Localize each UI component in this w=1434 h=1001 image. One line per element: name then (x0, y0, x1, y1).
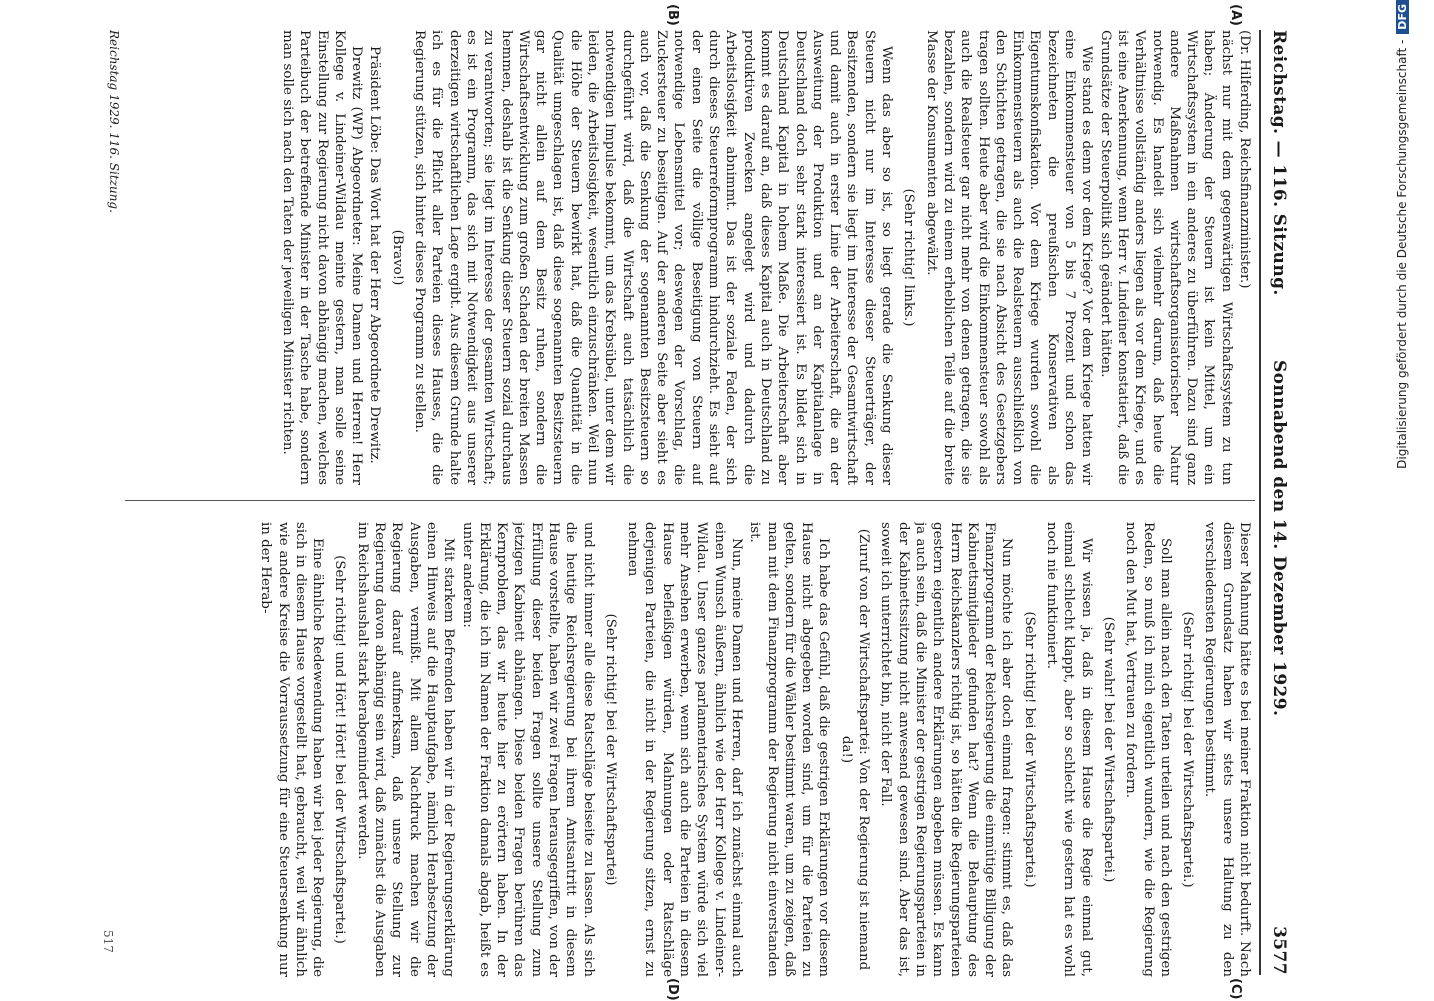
margin-marker-a: (A) (1228, 4, 1243, 26)
interjection: (Sehr wahr! bei der Wirtschaftspartei.) (1100, 616, 1116, 883)
dfg-logo: DFG (1396, 0, 1409, 34)
margin-marker-d: (D) (665, 978, 680, 1001)
page-number: 3577 (1269, 926, 1289, 975)
president-remark: Präsident Löbe: Das Wort hat der Herr Abgeordnete Drewitz. (367, 46, 383, 464)
interjection: (Sehr richtig! bei der Wirtschaftspartei.) (1021, 611, 1037, 888)
paragraph: Nun, meine Damen und Herren, darf ich zunächst einmal auch einen Wunsch äußern, ähnlich wie der Herr Kollege v. Lindeiner-Wildau. Unser ganzes parlamentarisches System würde sich viel mehr Ansehen erwerben, wenn sich auch die Parteien in diesem Hause befleißigen würden, Mahnungen oder Ratschläge derjenigen Parteien, die nicht in der Regierung sitzen, ernst zu nehmen (625, 522, 744, 977)
rotated-page (85, 0, 1375, 1000)
header-rule (1259, 30, 1261, 975)
header-date: Sonnabend den 14. Dezember 1929. (1269, 360, 1289, 717)
paragraph: und nicht immer alle diese Ratschläge beiseite zu lassen. Als sich die heutige Reichsregierung bei ihrem Amtsantritt in diesem Hause vorstellte, haben wir zwei Fragen herausgegriffen, von der Erfüllung dieser beiden Fragen sollte unsere Stellung zum jetzigen Kabinett abhängen. Diese beiden Fragen berühren das Kernproblem, das wir heute hier zu erörtern haben. In der Erklärung, die ich im Namen der Fraktion damals abgab, heißt es unter anderem: (459, 522, 596, 977)
right-column (123, 522, 1253, 977)
page-header (1263, 30, 1289, 975)
paragraph: Wir wissen ja, daß in diesem Hause die Regie einmal gut, einmal schlecht klappt, aber so schlecht wie gestern hat es wohl noch nie funktioniert. (1044, 522, 1094, 977)
credit-text: Digitalisierung gefördert durch die Deutsche Forschungsgemeinschaft - (1395, 39, 1409, 469)
paragraph: Nun möchte ich aber doch einmal fragen: stimmt es, daß das Finanzprogramm der Reichsregierung die einmütige Billigung der Kabinettsmitglieder gefunden hat? Wenn die Behauptung des Herrn Reichskanzlers richtig ist, so hätten die Regierungsparteien gestern eigentlich andere Erklärungen abgeben müssen. Es kann ja auch sein, daß die Minister der gestrigen Regierungsparteien in der Kabinettssitzung nicht anwesend gewesen sind. Aber das ist, soweit ich unterrichtet bin, nicht der Fall. (878, 522, 1015, 977)
speaker-tag: (Dr. Hilferding, Reichsfinanzminister.) (1237, 30, 1252, 289)
paragraph: Wie stand es denn vor dem Kriege? Vor dem Kriege hatten wir eine Einkommensteuer von 5 bis 7 Prozent und schon das bezeichneten die preußischen Konservativen als Eigentumskonfiskation. Vor dem Kriege wurden sowohl die Einkommensteuern als auch die Realsteuern ausschließlich von den Schichten getragen, die sie nach Absicht des Gesetzgebers tragen sollten. Heute aber wird die Einkommensteuer sowohl als auch die Realsteuer gar nicht mehr von denen getragen, die sie bezahlen, sondern wird zu einem erheblichen Teile auf die breite Masse der Konsumenten abgewälzt. (923, 30, 1095, 485)
digitization-credit (1395, 0, 1419, 990)
paragraph: Eine ähnliche Redewendung haben wir bei jeder Regierung, die sich in diesem Hause vorgestellt hat, gebraucht, weil wir ähnlich wie andere Kreise die Vorraussetzung für eine Steuersenkung nur in der Herab- (258, 522, 326, 977)
footnote-number: 517 (101, 930, 115, 953)
interjection: (Zuruf von der Wirtschaftspartei: Von der Regierung ist niemand da!) (838, 528, 872, 971)
left-column (123, 30, 1253, 485)
interjection: (Sehr richtig! bei der Wirtschaftspartei) (602, 613, 618, 886)
quote-paragraph: Mit starkem Befremden haben wir in der Regierungserklärung einen Hinweis auf die Hauptaufgabe, nämlich Herabsetzung der Ausgaben, vermißt. Mit allem Nachdruck machen wir die Regierung darauf aufmerksam, daß unsere Stellung zur Regierung davon abhängig sein wird, daß zunächst die Ausgaben im Reichshaushalt stark herabgemindert werden. (354, 522, 457, 977)
margin-marker-b: (B) (665, 4, 680, 26)
margin-marker-c: (C) (1228, 978, 1243, 1000)
paragraph: Soll man allein nach den Taten urteilen und nach den gestrigen Reden, so muß ich mich eigentlich wundern, wie die Regierung noch den Mut hat, Vertrauen zu fordern. (1123, 522, 1173, 977)
paragraph: nächst nur mit dem gegenwärtigen Wirtschaftssystem zu tun haben; Änderung der Steuern ist kein Mittel, um ein Wirtschaftssystem in ein anderes zu überführen. Dazu sind ganz andere Maßnahmen wirtschaftsorganisatorischer Natur notwendig. Es handelt sich vielmehr darum, daß heute die Verhältnisse vollständig anders liegen als vor dem Kriege, und es ist eine Anerkennung, wenn Herr v. Lindeiner konstatiert, daß die Grundsätze der Steuerpolitik sich geändert hätten. (1097, 30, 1234, 485)
paragraph: Dieser Mahnung hätte es bei meiner Fraktion nicht bedurft. Nach diesem Grundsatz haben wir stets unsere Haltung zu den verschiedensten Regierungen bestimmt. (1202, 522, 1252, 977)
page-footer: Reichstag 1929. 116. Sitzung. (107, 30, 121, 213)
interjection: (Sehr richtig! bei der Wirtschaftspartei.) (1180, 611, 1196, 888)
interjection: (Sehr richtig! links.) (901, 188, 917, 327)
header-session: Reichstag. — 116. Sitzung. (1269, 30, 1289, 296)
paragraph: Drewitz (WP) Abgeordneter: Meine Damen und Herren! Herr Kollege v. Lindeiner-Wildau meinte gestern, man solle seine Einstellung zur Regierung nicht davon abhängig machen, welches Parteibuch der betreffende Minister in der Tasche habe, sondern man solle sich nach den Taten der jeweiligen Minister richten. (279, 30, 365, 485)
column-divider (125, 500, 1255, 501)
interjection: (Sehr richtig! und Hört! Hört! bei der Wirtschaftspartei.) (332, 555, 348, 944)
interjection: (Bravo!) (389, 229, 405, 286)
paragraph: Wenn das aber so ist, so liegt gerade die Senkung dieser Steuern nicht nur im Interesse dieser Steuerträger, der Besitzenden, sondern sie liegt im Interesse der Gesamtwirtschaft und damit auch in erster Linie der Arbeiterschaft, die an der Ausweitung der Produktion und an der Kapitalanlage in Deutschland doch sehr stark interessiert ist. Es bildet sich in Deutschland Kapital in hohem Maße. Die Arbeiterschaft aber kommt es darauf an, daß dieses Kapital auch in Deutschland zu produktiven Zwecken angelegt wird und dadurch die Arbeitslosigkeit abnimmt. Das ist der soziale Faden, der sich durch dieses Steuerreformprogramm hindurchzieht. Es sieht auf der einen Seite die völlige Beseitigung von Steuern auf notwendige Lebensmittel vor; deswegen der Vorschlag, die Zuckersteuer zu beseitigen. Auf der anderen Seite aber sieht es auch vor, daß die Senkung der sogenannten Besitzsteuern so durchgeführt wird, daß die Wirtschaft auch tatsächlich die notwendigen Impulse bekommt, um das Krebsübel, unter dem wir leiden, die Arbeitslosigkeit, wesentlich einzuschränken. Weil nun die Höhe der Steuern bewirkt hat, daß die Quantität in die Qualität umgeschlagen ist, daß diese sogenannten Besitzsteuern gar nicht allein auf dem Besitz ruhen, sondern die Wirtschaftsentwicklung zum großen Schaden der breiten Massen hemmen, deshalb ist die Senkung dieser Steuern sozial durchaus zu verantworten; sie liegt im Interesse der gesamten Wirtschaft; es ist ein Programm, das sich mit Notwendigkeit aus unserer derzeitigen wirtschaftlichen Lage ergibt. Aus diesem Grunde halte ich es für die Pflicht aller Parteien dieses Hauses, die die Regierung stützen, sich hinter dieses Programm zu stellen. (412, 30, 895, 485)
paragraph: Ich habe das Gefühl, daß die gestrigen Erklärungen vor diesem Hause nicht abgegeben worden sind, um für die Parteien zu gelten, sondern für die Wähler bestimmt waren, um zu zeigen, daß man mit dem Finanzprogramm der Regierung nicht einverstanden ist. (747, 522, 832, 977)
